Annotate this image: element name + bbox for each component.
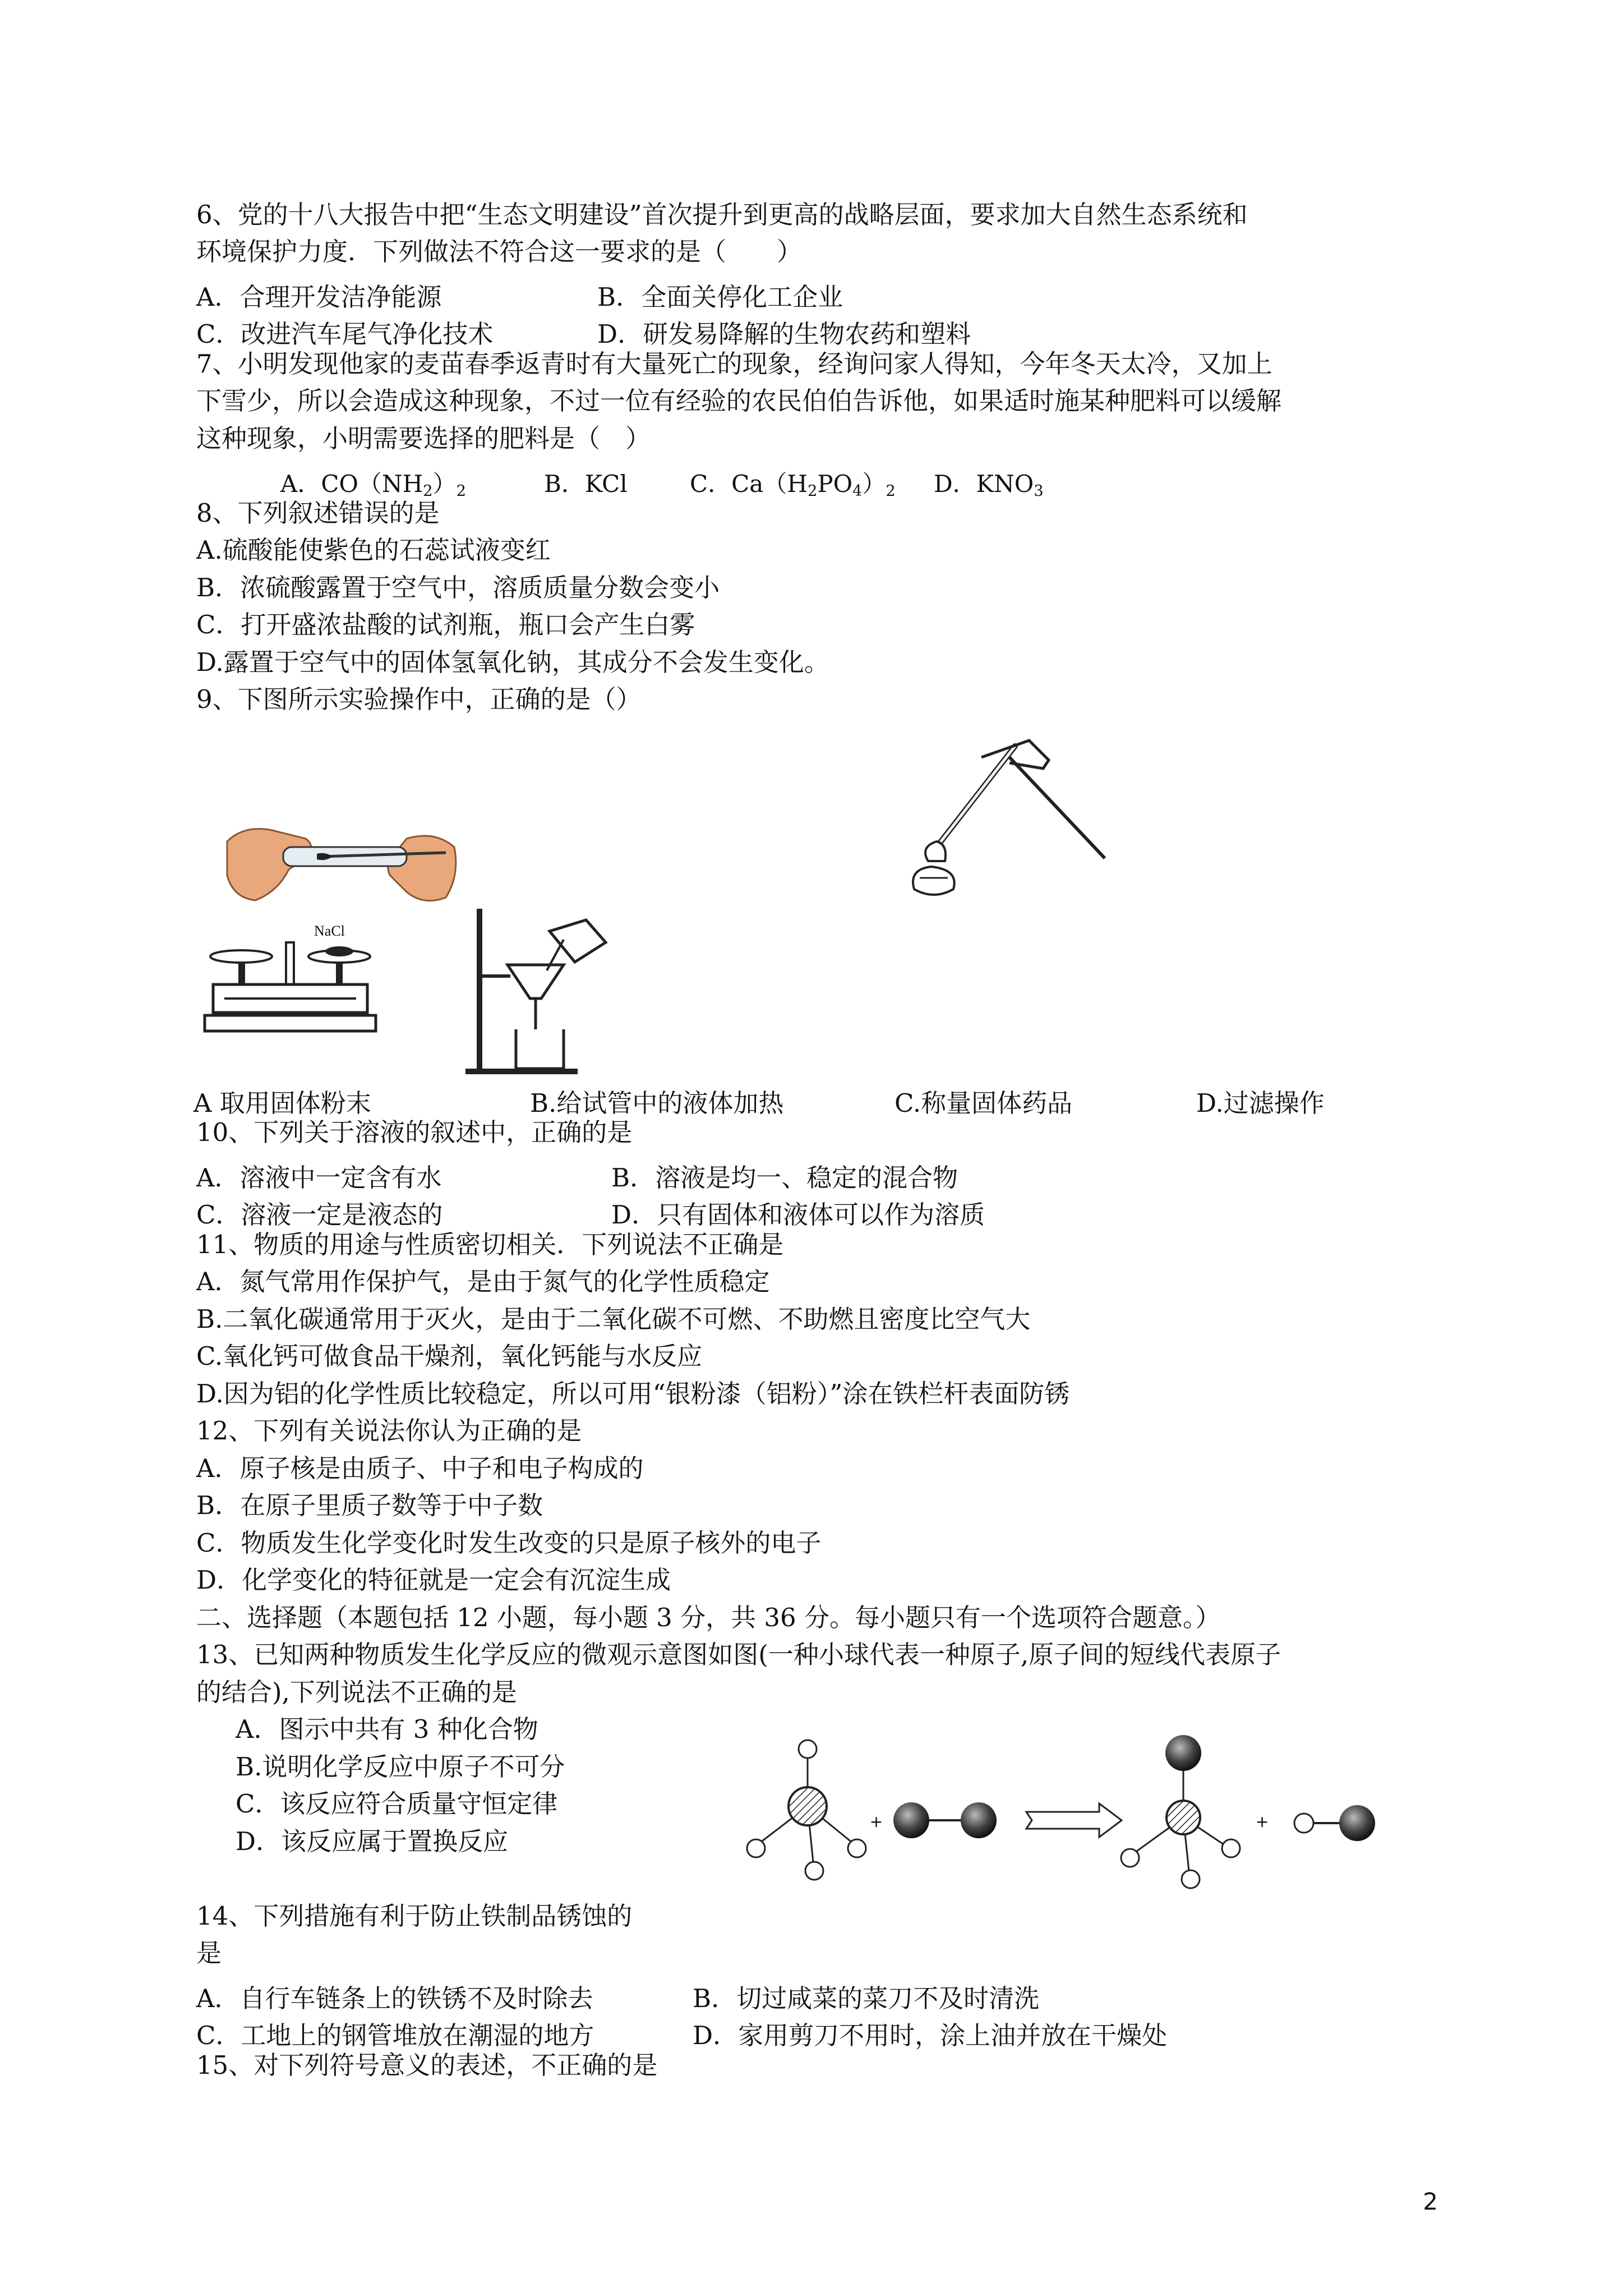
q10-stem: 10、下列关于溶液的叙述中，正确的是 (196, 1117, 633, 1147)
page-number: 2 (1423, 2188, 1438, 2215)
q7-option-d: D．$KNO_3$ (934, 470, 1044, 500)
q11-option-b: B.二氧化碳通常用于灭火，是由于二氧化碳不可燃、不助燃且密度比空气大 (196, 1304, 1031, 1334)
q6-option-d: D．研发易降解的生物农药和塑料 (597, 319, 971, 349)
figure-b-heating (897, 729, 1122, 909)
product-molecule-2 (1294, 1805, 1375, 1841)
q8-stem: 8、下列叙述错误的是 (196, 498, 440, 528)
q6-stem-line2: 环境保护力度．下列做法不符合这一要求的是（ ） (196, 237, 803, 266)
q10-option-a: A．溶液中一定含有水 (196, 1163, 442, 1193)
q14-stem-line1: 14、下列措施有利于防止铁制品锈蚀的 (196, 1901, 633, 1931)
q7-option-a: A．$CO(NH_2)_2$ (280, 470, 467, 500)
q13-stem-line1: 13、已知两种物质发生化学反应的微观示意图如图(一种小球代表一种原子,原子间的短线代表原子 (196, 1640, 1281, 1669)
reaction-diagram (740, 1728, 1402, 1896)
q12-option-b: B．在原子里质子数等于中子数 (196, 1490, 543, 1520)
q12-option-d: D．化学变化的特征就是一定会有沉淀生成 (196, 1565, 671, 1595)
q6-option-b: B．全面关停化工企业 (597, 282, 843, 312)
q12-option-c: C．物质发生化学变化时发生改变的只是原子核外的电子 (196, 1528, 822, 1558)
figure-c-nacl-label: NaCl (314, 923, 345, 939)
q13-option-d: D．该反应属于置换反应 (236, 1826, 509, 1856)
q6-option-a: A．合理开发洁净能源 (196, 282, 442, 312)
q10-option-d: D．只有固体和液体可以作为溶质 (611, 1200, 985, 1230)
q7-option-c: C．$Ca(H_2PO_4)_2$ (690, 470, 896, 500)
plus-sign-1: + (870, 1810, 883, 1833)
q11-option-c: C.氧化钙可做食品干燥剂，氧化钙能与水反应 (196, 1341, 703, 1371)
q14-option-d: D．家用剪刀不用时，涂上油并放在干燥处 (693, 2021, 1168, 2050)
q14-option-c: C．工地上的钢管堆放在潮湿的地方 (196, 2021, 594, 2050)
q11-option-a: A．氮气常用作保护气，是由于氮气的化学性质稳定 (196, 1267, 770, 1296)
q15-stem: 15、对下列符号意义的表述，不正确的是 (196, 2050, 658, 2080)
reaction-arrow (1026, 1803, 1122, 1837)
q12-stem: 12、下列有关说法你认为正确的是 (196, 1416, 582, 1446)
reactant-molecule-2 (893, 1802, 997, 1838)
q9-stem: 9、下图所示实验操作中，正确的是（） (196, 684, 642, 714)
q10-option-b: B．溶液是均一、稳定的混合物 (611, 1163, 958, 1193)
product-molecule-1 (1121, 1735, 1240, 1888)
q7-stem-line3: 这种现象，小明需要选择的肥料是（ ） (196, 424, 651, 453)
q14-option-a: A．自行车链条上的铁锈不及时除去 (196, 1984, 593, 2013)
q14-stem-line2: 是 (196, 1938, 222, 1968)
section-heading: 二、选择题（本题包括 12 小题，每小题 3 分，共 36 分。每小题只有一个选项符合题意。） (196, 1603, 1221, 1632)
figure-a-powder (222, 808, 463, 909)
q9-caption-a: A 取用固体粉末 (193, 1088, 371, 1118)
q12-option-a: A．原子核是由质子、中子和电子构成的 (196, 1453, 644, 1483)
q8-option-b: B．浓硫酸露置于空气中，溶质质量分数会变小 (196, 573, 720, 602)
q6-stem-line1: 6、党的十八大报告中把“生态文明建设”首次提升到更高的战略层面，要求加大自然生态系统和 (196, 200, 1248, 229)
figure-c-balance (199, 920, 390, 1049)
q13-option-a: A．图示中共有 3 种化合物 (236, 1714, 538, 1744)
q11-option-d: D.因为铝的化学性质比较稳定，所以可用“银粉漆（铝粉）”涂在铁栏杆表面防锈 (196, 1379, 1070, 1409)
q8-option-c: C．打开盛浓盐酸的试剂瓶，瓶口会产生白雾 (196, 610, 695, 639)
q14-option-b: B．切过咸菜的菜刀不及时清洗 (693, 1984, 1040, 2013)
q9-caption-b: B.给试管中的液体加热 (530, 1088, 784, 1118)
q8-option-a: A.硫酸能使紫色的石蕊试液变红 (196, 535, 551, 565)
plus-sign-2: + (1256, 1810, 1269, 1833)
q6-option-c: C．改进汽车尾气净化技术 (196, 319, 494, 349)
q13-stem-line2: 的结合),下列说法不正确的是 (196, 1677, 517, 1707)
q13-option-b: B.说明化学反应中原子不可分 (236, 1752, 565, 1782)
reactant-molecule-1 (747, 1740, 866, 1880)
q7-stem-line2: 下雪少，所以会造成这种现象，不过一位有经验的农民伯伯告诉他，如果适时施某种肥料可以缓解 (196, 386, 1282, 416)
figure-d-filtration (465, 909, 628, 1077)
q9-caption-c: C.称量固体药品 (895, 1088, 1073, 1118)
q10-option-c: C．溶液一定是液态的 (196, 1200, 443, 1230)
q7-stem-line1: 7、小明发现他家的麦苗春季返青时有大量死亡的现象，经询问家人得知，今年冬天太冷，又加上 (196, 349, 1272, 379)
q13-option-c: C．该反应符合质量守恒定律 (236, 1789, 558, 1819)
q11-stem: 11、物质的用途与性质密切相关．下列说法不正确是 (196, 1230, 784, 1259)
q7-option-b: B．KCl (544, 470, 628, 498)
q9-caption-d: D.过滤操作 (1196, 1088, 1325, 1118)
q8-option-d: D.露置于空气中的固体氢氧化钠，其成分不会发生变化。 (196, 647, 829, 677)
